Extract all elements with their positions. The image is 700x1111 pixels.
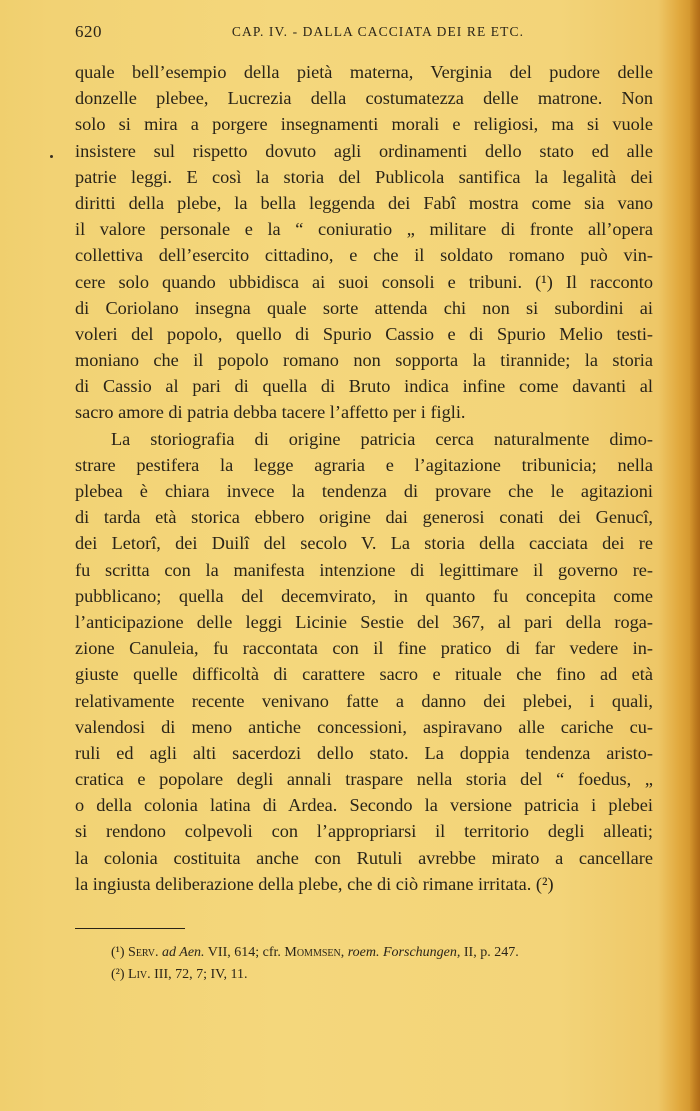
- footnote-work: ad Aen.: [162, 945, 205, 960]
- footnotes: [111, 942, 656, 986]
- text-line: la colonia costituita anche con Rutuli avrebbe mirato a cancellare: [75, 847, 653, 868]
- footnote-2: [111, 964, 656, 986]
- running-head: CAP. IV. - DALLA CACCIATA DEI RE ETC.: [231, 24, 525, 39]
- text-line: ruli ed agli alti sacerdozi dello stato. La doppia tendenza aristo-: [75, 742, 653, 763]
- margin-mark: [50, 155, 53, 158]
- text-line: di Cassio al pari di quella di Bruto indica infine come davanti al: [75, 376, 653, 397]
- footnote-marker: (¹): [111, 945, 125, 960]
- footnote-reference: II, p. 247.: [460, 945, 519, 960]
- text-line: donzelle plebee, Lucrezia della costumatezza delle matrone. Non: [75, 88, 653, 109]
- text-line: valendosi di meno antiche concessioni, aspiravano alle cariche cu-: [75, 716, 653, 737]
- footnote-marker: (²): [111, 967, 125, 982]
- text-line: pubblicano; quella del decemvirato, in quanto fu concepita come: [75, 585, 653, 606]
- text-line: sacro amore di patria debba tacere l’affetto per i figli.: [75, 402, 466, 423]
- footnote-author: Liv.: [128, 967, 151, 982]
- text-line: diritti della plebe, la bella leggenda dei Fabî mostra come sia vano: [75, 192, 653, 213]
- text-line: la ingiusta deliberazione della plebe, che di ciò rimane irritata. (²): [75, 873, 554, 894]
- text-line: relativamente recente venivano fatte a danno dei plebei, i quali,: [75, 690, 653, 711]
- text-line: di tarda età storica ebbero origine dai generosi conati dei Genucî,: [75, 507, 653, 528]
- footnote-reference: III, 72, 7; IV, 11.: [150, 967, 248, 982]
- paragraph-start: La storiografia di origine patricia cerca naturalmente dimo-: [111, 428, 653, 449]
- text-line: di Coriolano insegna quale sorte attenda chi non si subordini ai: [75, 297, 653, 318]
- text-line: insistere sul rispetto dovuto agli ordinamenti dello stato ed alle: [75, 140, 653, 161]
- text-line: giuste quelle difficoltà di carattere sacro e rituale che fino ad età: [75, 664, 653, 685]
- page-header: [75, 22, 653, 48]
- text-line: zione Canuleia, fu raccontata con il fine pratico di far vedere in-: [75, 638, 653, 659]
- text-line: fu scritta con la manifesta intenzione di legittimare il governo re-: [75, 559, 653, 580]
- page-edge-shadow: [690, 0, 700, 1111]
- text-line: il valore personale e la “ coniuratio „ militare di fronte all’opera: [75, 219, 653, 240]
- text-line: collettiva dell’esercito cittadino, e che il soldato romano può vin-: [75, 245, 653, 266]
- text-line: strare pestifera la legge agraria e l’agitazione tribunicia; nella: [75, 454, 653, 475]
- text-line: moniano che il popolo romano non sopporta la tirannide; la storia: [75, 350, 653, 371]
- text-line: o della colonia latina di Ardea. Secondo la versione patricia i plebei: [75, 795, 653, 816]
- text-line: solo si mira a porgere insegnamenti morali e religiosi, ma si vuole: [75, 114, 653, 135]
- footnote-rule: [75, 928, 185, 929]
- text-line: voleri del popolo, quello di Spurio Cassio e di Spurio Melio testi-: [75, 323, 653, 344]
- footnote-author: Serv.: [128, 945, 159, 960]
- body-text: [75, 59, 653, 897]
- text-line: cere solo quando ubbidisca ai suoi consoli e tribuni. (¹) Il racconto: [75, 271, 653, 292]
- text-line: quale bell’esempio della pietà materna, Verginia del pudore delle: [75, 62, 653, 82]
- text-line: dei Letorî, dei Duilî del secolo V. La storia della cacciata dei re: [75, 533, 653, 554]
- page-number: 620: [75, 22, 102, 41]
- text-line: patrie leggi. E così la storia del Publicola santifica la legalità dei: [75, 166, 653, 187]
- text-line: cratica e popolare degli annali traspare nella storia del “ foedus, „: [75, 769, 653, 790]
- footnote-author: Mommsen,: [284, 945, 345, 960]
- footnote-reference: VII, 614; cfr.: [204, 945, 285, 960]
- text-line: plebea è chiara invece la tendenza di provare che le agitazioni: [75, 481, 653, 501]
- footnote-work: roem. Forschungen,: [344, 945, 461, 960]
- footnote-1: [111, 942, 656, 964]
- text-line: l’anticipazione delle leggi Licinie Sestie del 367, al pari della roga-: [75, 611, 653, 632]
- text-line: si rendono colpevoli con l’appropriarsi il territorio degli alleati;: [75, 821, 653, 842]
